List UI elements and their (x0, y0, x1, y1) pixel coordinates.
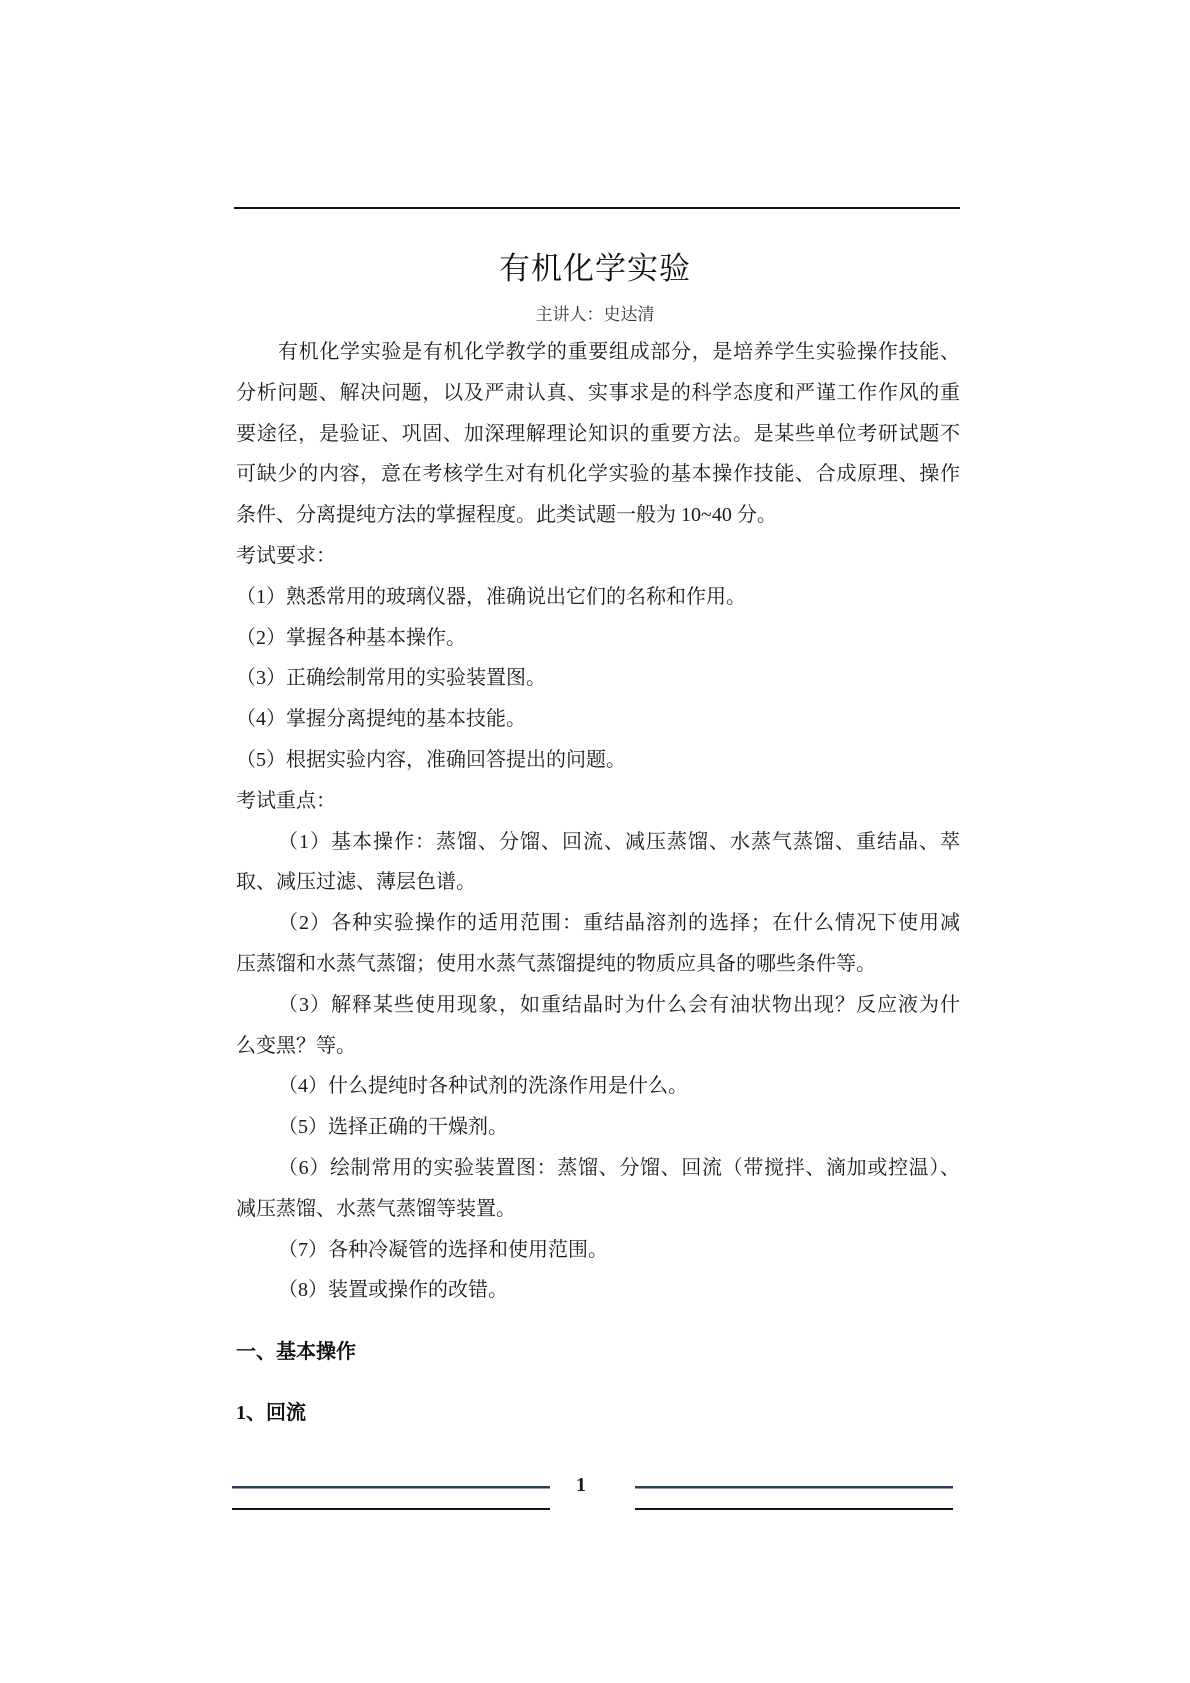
intro-line: 分析问题、解决问题，以及严肃认真、实事求是的科学态度和严谨工作作风的重 (236, 381, 960, 404)
intro-line: 有机化学实验是有机化学教学的重要组成部分，是培养学生实验操作技能、 (278, 341, 960, 363)
intro-line: 要途径，是验证、巩固、加深理解理论知识的重要方法。是某些单位考研试题不 (236, 422, 960, 445)
requirement-item: （1）熟悉常用的玻璃仪器，准确说出它们的名称和作用。 (236, 585, 746, 608)
requirement-item: （5）根据实验内容，准确回答提出的问题。 (236, 748, 626, 771)
intro-line: 条件、分离提纯方法的掌握程度。此类试题一般为 10~40 分。 (236, 504, 777, 527)
key-point-line: 么变黑？等。 (236, 1034, 356, 1057)
key-point-line: （6）绘制常用的实验装置图：蒸馏、分馏、回流（带搅拌、滴加或控温）、 (278, 1156, 960, 1179)
key-point-line: （4）什么提纯时各种试剂的洗涤作用是什么。 (278, 1075, 688, 1098)
key-point-line: 压蒸馏和水蒸气蒸馏；使用水蒸气蒸馏提纯的物质应具备的哪些条件等。 (236, 952, 876, 975)
requirement-item: （3）正确绘制常用的实验装置图。 (236, 667, 546, 690)
page-title: 有机化学实验 (499, 251, 691, 286)
footer-rule-right-top (635, 1486, 953, 1488)
footer-rule-left-top (232, 1486, 550, 1488)
key-point-line: （7）各种冷凝管的选择和使用范围。 (278, 1238, 608, 1261)
page-number: 1 (576, 1474, 586, 1496)
key-point-line: 减压蒸馏、水蒸气蒸馏等装置。 (236, 1197, 516, 1220)
lecturer-line: 主讲人：史达清 (535, 305, 655, 324)
requirements-heading: 考试要求： (236, 544, 336, 567)
footer-rule-right-bottom (635, 1508, 953, 1510)
footer-rule-left-bottom (232, 1508, 550, 1510)
key-point-line: 取、减压过滤、薄层色谱。 (236, 871, 476, 894)
key-point-line: （5）选择正确的干燥剂。 (278, 1116, 508, 1139)
intro-line: 可缺少的内容，意在考核学生对有机化学实验的基本操作技能、合成原理、操作 (236, 463, 960, 486)
section-heading: 一、基本操作 (236, 1341, 356, 1363)
requirement-item: （4）掌握分离提纯的基本技能。 (236, 708, 526, 731)
key-point-line: （1）基本操作：蒸馏、分馏、回流、减压蒸馏、水蒸气蒸馏、重结晶、萃 (278, 830, 960, 853)
header-rule (234, 207, 960, 209)
subsection-heading: 1、回流 (236, 1402, 306, 1424)
key-point-line: （2）各种实验操作的适用范围：重结晶溶剂的选择；在什么情况下使用减 (278, 912, 960, 935)
key-point-line: （3）解释某些使用现象，如重结晶时为什么会有油状物出现？反应液为什 (278, 993, 960, 1016)
key-points-heading: 考试重点： (236, 789, 336, 812)
key-point-line: （8）装置或操作的改错。 (278, 1279, 508, 1302)
requirement-item: （2）掌握各种基本操作。 (236, 626, 466, 649)
document-body (236, 332, 960, 1311)
